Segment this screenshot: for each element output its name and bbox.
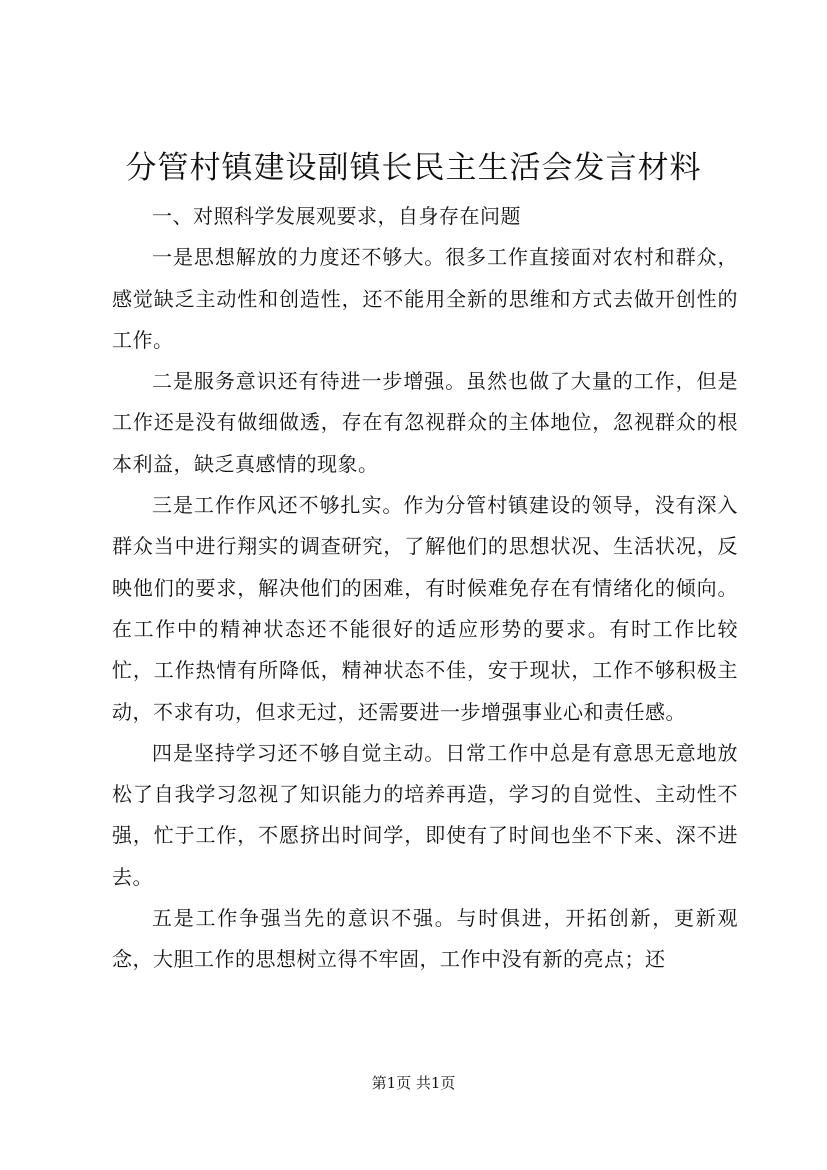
- paragraph-5: 五是工作争强当先的意识不强。与时俱进，开拓创新，更新观念，大胆工作的思想树立得不牢固，工作中没有新的亮点；还: [112, 906, 738, 972]
- document-body: [112, 196, 738, 981]
- document-title: 分管村镇建设副镇长民主生活会发言材料: [125, 150, 702, 186]
- section-heading: 一、对照科学发展观要求，自身存在问题: [152, 204, 521, 228]
- paragraph-4: 四是坚持学习还不够自觉主动。日常工作中总是有意思无意地放松了自我学习忽视了知识能力的培养再造，学习的自觉性、主动性不强，忙于工作，不愿挤出时间学，即使有了时间也坐不下来、深不进去。: [112, 740, 738, 889]
- paragraph-3: 三是工作作风还不够扎实。作为分管村镇建设的领导，没有深入群众当中进行翔实的调查研究，了解他们的思想状况、生活状况，反映他们的要求，解决他们的困难，有时候难免存在有情绪化的倾向。在工作中的精神状态还不能很好的适应形势的要求。有时工作比较忙，工作热情有所降低，精神状态不佳，安于现状，工作不够积极主动，不求有功，但求无过，还需要进一步增强事业心和责任感。: [112, 493, 738, 724]
- paragraph-1: 一是思想解放的力度还不够大。很多工作直接面对农村和群众，感觉缺乏主动性和创造性，还不能用全新的思维和方式去做开创性的工作。: [112, 245, 738, 352]
- paragraph-2: 二是服务意识还有待进一步增强。虽然也做了大量的工作，但是工作还是没有做细做透，存在有忽视群众的主体地位，忽视群众的根本利益，缺乏真感情的现象。: [112, 369, 738, 476]
- page-footer: 第1页 共1页: [371, 1074, 456, 1092]
